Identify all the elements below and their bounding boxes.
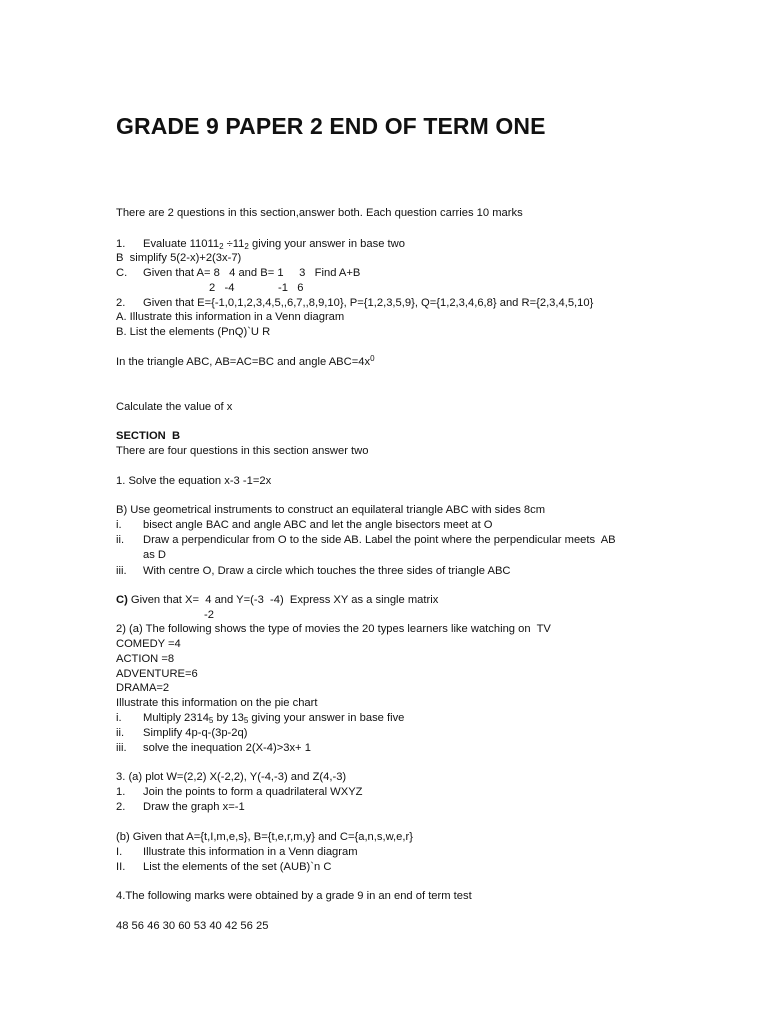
triangle-statement (116, 355, 375, 370)
marks-list: 48 56 46 30 60 53 40 42 56 25 (116, 920, 269, 932)
question-a1b: B simplify 5(2-x)+2(3x-7) (116, 252, 242, 264)
question-text-part: ÷11 (223, 238, 245, 250)
page-title: GRADE 9 PAPER 2 END OF TERM ONE (116, 113, 546, 139)
triangle-text: In the triangle ABC, AB=AC=BC and angle ABC=4x (116, 356, 371, 368)
question-b3: 3. (a) plot W=(2,2) X(-2,2), Y(-4,-3) and Z(4,-3) (116, 771, 347, 783)
movie-item: ADVENTURE=6 (116, 668, 198, 680)
list-item (116, 785, 363, 800)
question-text: Given that E={-1,0,1,2,3,4,5,,6,7,,8,9,10}, P={1,2,3,5,9}, Q={1,2,3,4,6,8} and R={2,3,4,5,10} (143, 297, 594, 309)
question-text: Given that A= 8 4 and B= 1 3 Find A+B (143, 267, 361, 279)
list-item (116, 533, 616, 548)
question-a1 (116, 237, 405, 252)
item-text: as D (143, 549, 167, 561)
question-label: C) (116, 594, 128, 606)
question-text-part: Evaluate 11011 (143, 238, 220, 250)
matrix-second-row: -2 (204, 609, 214, 621)
question-b2: 2) (a) The following shows the type of movies the 20 types learners like watching on TV (116, 623, 551, 635)
item-text-part: by 13 (213, 712, 244, 724)
item-text: solve the inequation 2(X-4)>3x+ 1 (143, 742, 311, 754)
section-b-instructions: There are four questions in this section answer two (116, 445, 369, 457)
item-text: Draw the graph x=-1 (143, 801, 245, 813)
question-b1: 1. Solve the equation x-3 -1=2x (116, 475, 272, 487)
question-a1c (116, 266, 360, 281)
item-number: i. (116, 519, 122, 531)
question-text-part: giving your answer in base two (248, 238, 405, 250)
item-number: iii. (116, 742, 127, 754)
item-text: List the elements of the set (AUB)`n C (143, 861, 332, 873)
list-item (116, 845, 358, 860)
item-number: ii. (116, 534, 125, 546)
item-text: Draw a perpendicular from O to the side AB. Label the point where the perpendicular meets AB (143, 534, 616, 546)
section-b-heading: SECTION B (116, 430, 181, 442)
section-a-instructions: There are 2 questions in this section,answer both. Each question carries 10 marks (116, 207, 523, 219)
list-item (116, 564, 510, 579)
question-number: 2. (116, 297, 126, 309)
movie-item: ACTION =8 (116, 653, 175, 665)
question-a2b: B. List the elements (PnQ)`U R (116, 326, 271, 338)
list-item (116, 548, 166, 563)
question-b1b: B) Use geometrical instruments to construct an equilateral triangle ABC with sides 8cm (116, 504, 546, 516)
list-item (116, 518, 493, 533)
matrix-second-row: 2 -4 -1 6 (209, 282, 304, 294)
item-text: bisect angle BAC and angle ABC and let the angle bisectors meet at O (143, 519, 493, 531)
item-text: Simplify 4p-q-(3p-2q) (143, 727, 248, 739)
base-subscript: 5 (243, 716, 249, 725)
item-text: With centre O, Draw a circle which touches the three sides of triangle ABC (143, 565, 511, 577)
item-number: I. (116, 846, 123, 858)
question-text: Given that X= 4 and Y=(-3 -4) Express XY as a single matrix (127, 594, 439, 606)
item-number: iii. (116, 565, 127, 577)
list-item (116, 726, 247, 741)
question-a2 (116, 296, 593, 311)
item-number: 2. (116, 801, 126, 813)
item-number: i. (116, 712, 122, 724)
calculate-instruction: Calculate the value of x (116, 401, 233, 413)
question-b4: 4.The following marks were obtained by a grade 9 in an end of term test (116, 890, 472, 902)
item-text-part: giving your answer in base five (248, 712, 405, 724)
item-text-part: Multiply 2314 (143, 712, 209, 724)
list-item (116, 860, 331, 875)
movie-item: COMEDY =4 (116, 638, 181, 650)
pie-chart-instruction: Illustrate this information on the pie chart (116, 697, 318, 709)
list-item (116, 711, 404, 726)
question-a2a: A. Illustrate this information in a Venn diagram (116, 311, 345, 323)
question-number: C. (116, 267, 128, 279)
item-number: II. (116, 861, 126, 873)
item-number: 1. (116, 786, 126, 798)
question-b1c (116, 593, 438, 608)
question-number: 1. (116, 238, 126, 250)
item-text: Illustrate this information in a Venn diagram (143, 846, 358, 858)
base-subscript: 2 (219, 242, 224, 251)
base-subscript: 5 (208, 716, 214, 725)
item-number: ii. (116, 727, 125, 739)
list-item (116, 741, 311, 756)
list-item (116, 800, 245, 815)
base-subscript: 2 (244, 242, 249, 251)
degree-superscript: 0 (370, 354, 375, 363)
item-text: Join the points to form a quadrilateral WXYZ (143, 786, 363, 798)
movie-item: DRAMA=2 (116, 682, 170, 694)
question-b3b: (b) Given that A={t,I,m,e,s}, B={t,e,r,m,y} and C={a,n,s,w,e,r} (116, 831, 413, 843)
